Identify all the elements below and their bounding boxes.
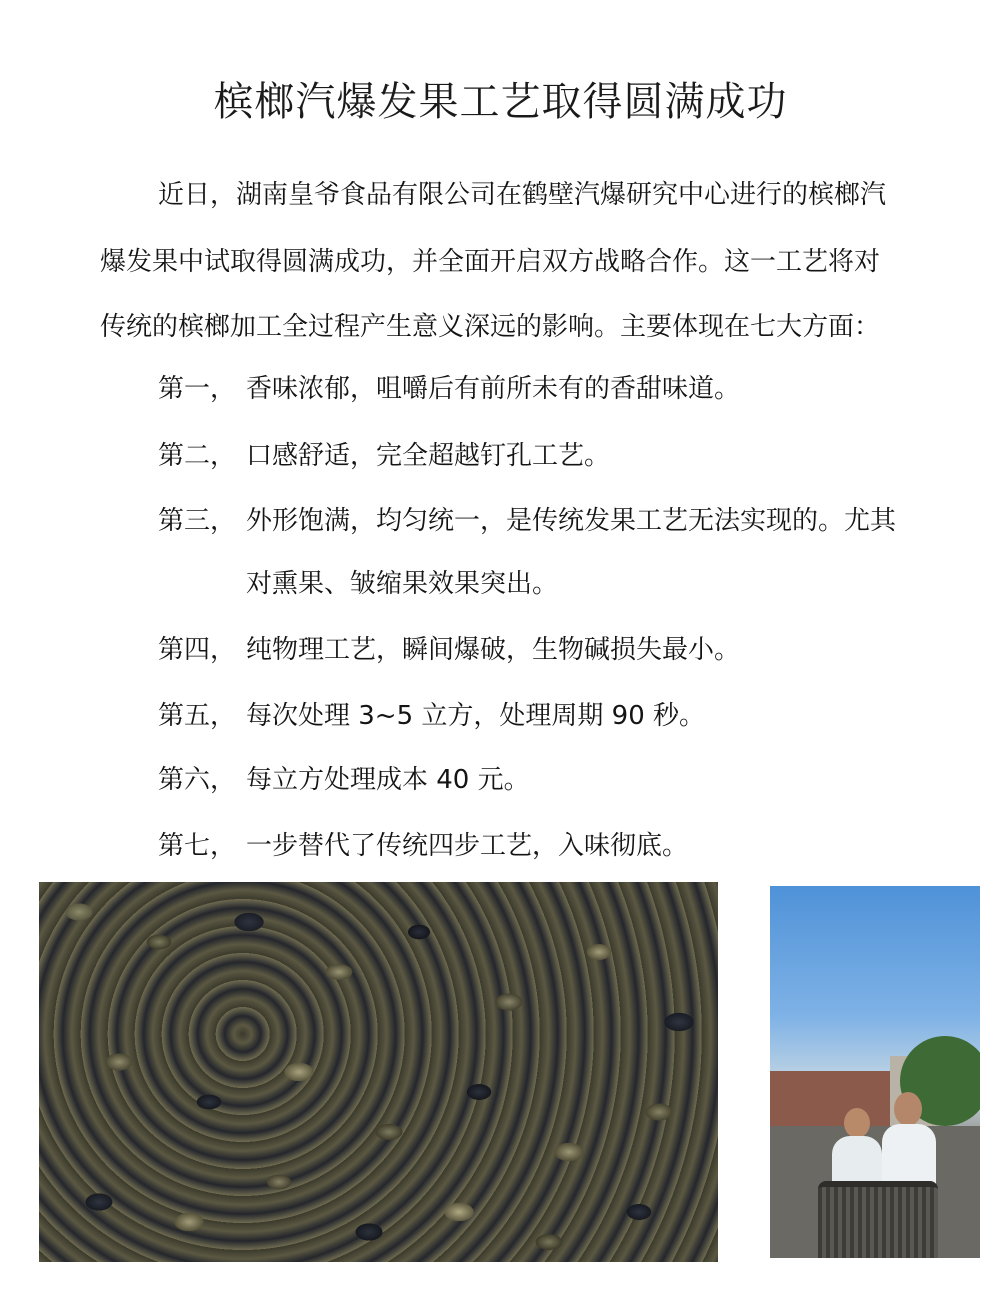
point-7: [158, 833, 688, 859]
point-1: [158, 376, 740, 402]
point-5: [158, 703, 705, 729]
point-text: 每立方处理成本 40 元。: [246, 765, 530, 795]
point-label: 第一，: [158, 374, 237, 404]
photo-person-head: [894, 1092, 922, 1126]
document-title: 槟榔汽爆发果工艺取得圆满成功: [213, 79, 788, 125]
point-6: [158, 767, 530, 793]
photo-building: [770, 1071, 890, 1126]
photo-person-head: [844, 1108, 870, 1138]
point-3-continuation: 对熏果、皱缩果效果突出。: [246, 569, 559, 599]
point-3: [158, 508, 896, 534]
point-text: 一步替代了传统四步工艺，入味彻底。: [246, 831, 689, 861]
point-label: 第七，: [158, 831, 237, 861]
intro-line-3: 传统的槟榔加工全过程产生意义深远的影响。主要体现在七大方面：: [100, 312, 881, 342]
point-text: 每次处理 3~5 立方，处理周期 90 秒。: [246, 701, 706, 731]
point-4: [158, 637, 740, 663]
intro-line-1: 近日，湖南皇爷食品有限公司在鹤壁汽爆研究中心进行的槟榔汽: [158, 180, 887, 210]
photo-explosion-vessel: [818, 1181, 938, 1258]
betel-nut-photo: [39, 882, 718, 1262]
point-label: 第五，: [158, 701, 237, 731]
intro-line-2: 爆发果中试取得圆满成功，并全面开启双方战略合作。这一工艺将对: [100, 247, 881, 277]
point-text: 外形饱满，均匀统一，是传统发果工艺无法实现的。尤其: [246, 506, 897, 536]
point-label: 第六，: [158, 765, 237, 795]
point-text: 香味浓郁，咀嚼后有前所未有的香甜味道。: [246, 374, 741, 404]
point-2: [158, 443, 610, 469]
point-label: 第二，: [158, 441, 237, 471]
point-text: 口感舒适，完全超越钉孔工艺。: [246, 441, 611, 471]
point-label: 第三，: [158, 506, 237, 536]
point-label: 第四，: [158, 635, 237, 665]
team-photo: [770, 886, 980, 1258]
point-text: 纯物理工艺，瞬间爆破，生物碱损失最小。: [246, 635, 741, 665]
